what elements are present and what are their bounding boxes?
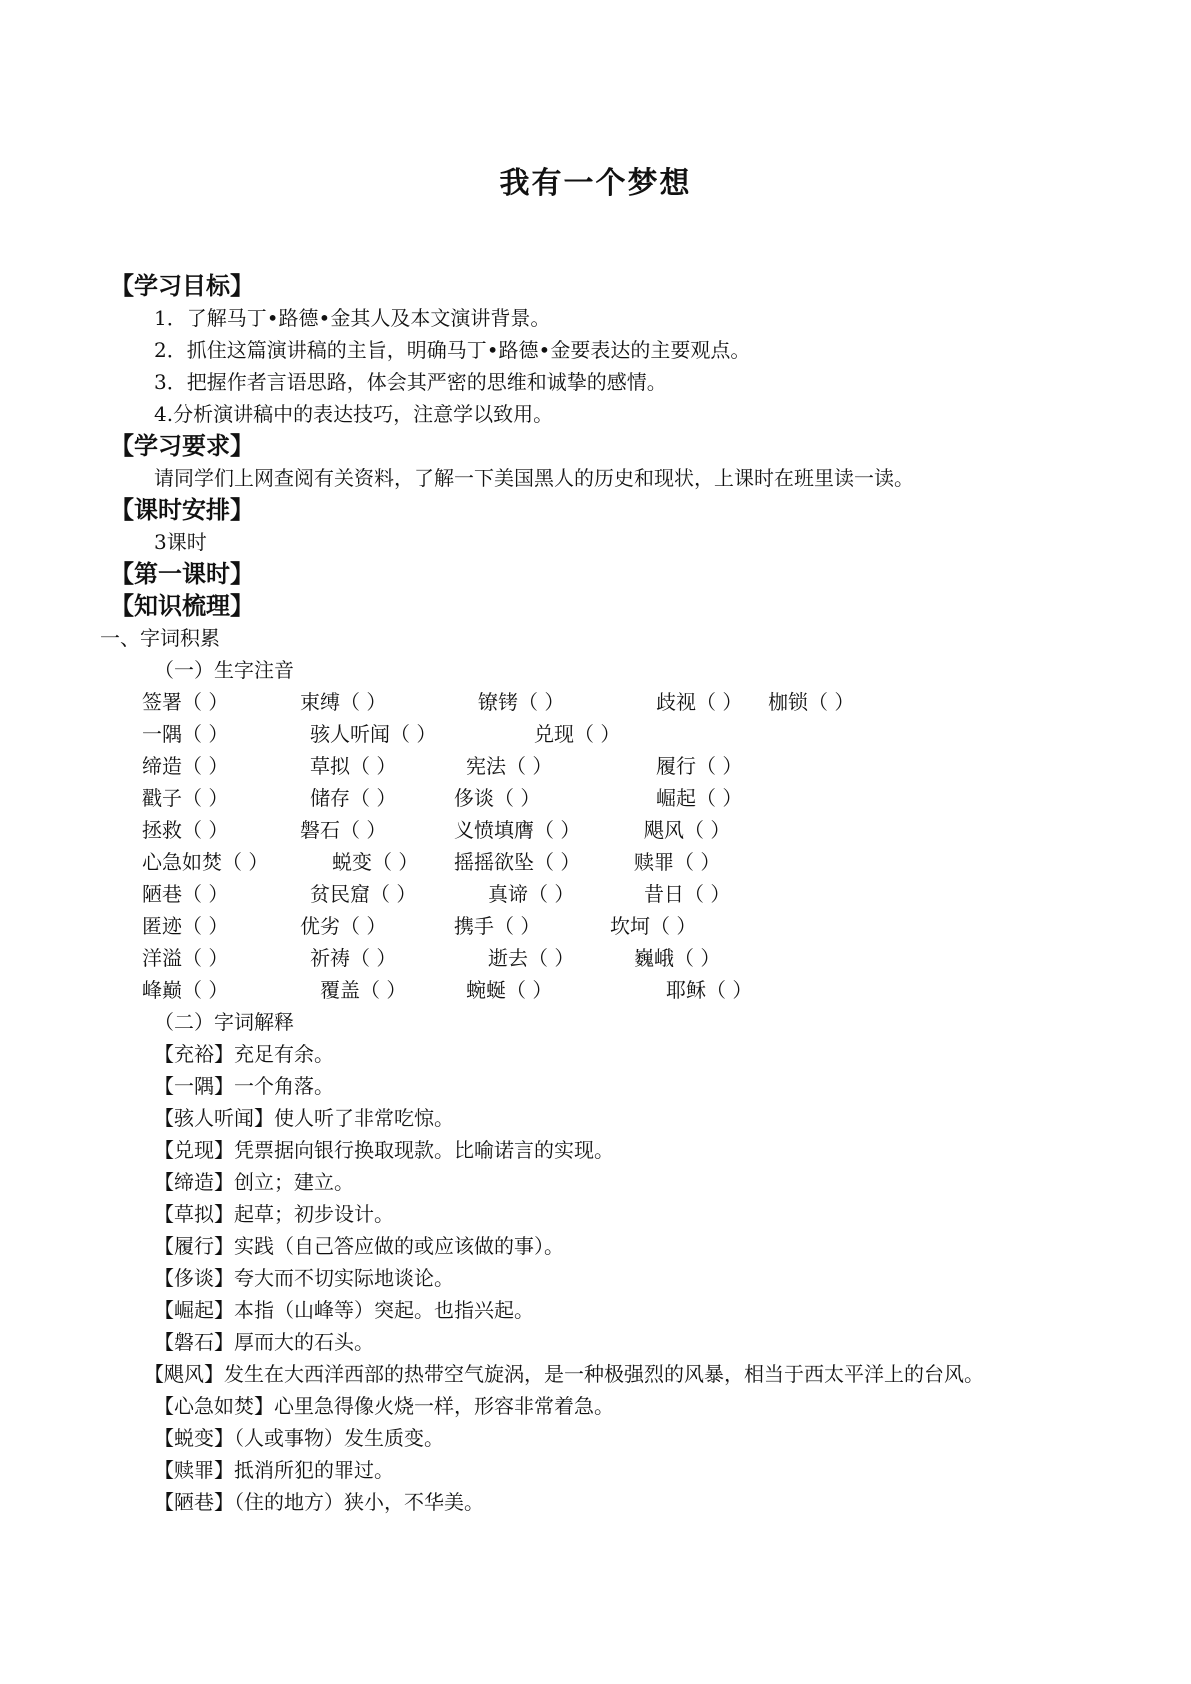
pinyin-item: 蜕变（ ） xyxy=(332,850,419,874)
pinyin-item: 兑现（ ） xyxy=(534,722,621,746)
subsection-heading-definitions: （二）字词解释 xyxy=(154,1010,294,1034)
pinyin-row xyxy=(110,942,1100,974)
pinyin-item: 履行（ ） xyxy=(656,754,743,778)
pinyin-row xyxy=(110,878,1100,910)
pinyin-item: 匿迹（ ） xyxy=(142,914,229,938)
pinyin-item: 戳子（ ） xyxy=(142,786,229,810)
section-heading-knowledge: 【知识梳理】 xyxy=(110,592,254,620)
pinyin-row xyxy=(110,718,1100,750)
goal-item: 4.分析演讲稿中的表达技巧，注意学以致用。 xyxy=(154,402,554,426)
pinyin-item: 束缚（ ） xyxy=(300,690,387,714)
definition-item: 【充裕】充足有余。 xyxy=(154,1042,334,1066)
pinyin-item: 巍峨（ ） xyxy=(634,946,721,970)
requirements-text: 请同学们上网查阅有关资料，了解一下美国黑人的历史和现状，上课时在班里读一读。 xyxy=(154,466,914,490)
goal-item: 3．把握作者言语思路，体会其严密的思维和诚挚的感情。 xyxy=(154,370,667,394)
pinyin-item: 覆盖（ ） xyxy=(320,978,407,1002)
subsection-heading-pinyin: （一）生字注音 xyxy=(154,658,294,682)
definition-item: 【履行】实践（自己答应做的或应该做的事）。 xyxy=(154,1234,564,1258)
pinyin-row xyxy=(110,782,1100,814)
pinyin-item: 义愤填膺（ ） xyxy=(454,818,581,842)
pinyin-item: 骇人听闻（ ） xyxy=(310,722,437,746)
pinyin-item: 陋巷（ ） xyxy=(142,882,229,906)
definition-item: 【骇人听闻】使人听了非常吃惊。 xyxy=(154,1106,454,1130)
definition-item: 【兑现】凭票据向银行换取现款。比喻诺言的实现。 xyxy=(154,1138,614,1162)
definition-item: 【崛起】本指（山峰等）突起。也指兴起。 xyxy=(154,1298,534,1322)
pinyin-item: 缔造（ ） xyxy=(142,754,229,778)
pinyin-item: 携手（ ） xyxy=(454,914,541,938)
pinyin-row xyxy=(110,750,1100,782)
section-heading-goals: 【学习目标】 xyxy=(110,272,254,300)
pinyin-item: 侈谈（ ） xyxy=(454,786,541,810)
schedule-text: 3课时 xyxy=(154,530,207,554)
part-heading: 一、字词积累 xyxy=(100,626,220,650)
definition-item: 【飓风】发生在大西洋西部的热带空气旋涡，是一种极强烈的风暴，相当于西太平洋上的台风。 xyxy=(144,1362,984,1386)
pinyin-row xyxy=(110,814,1100,846)
section-heading-requirements: 【学习要求】 xyxy=(110,432,254,460)
pinyin-item: 飓风（ ） xyxy=(644,818,731,842)
pinyin-row xyxy=(110,974,1100,1006)
pinyin-item: 峰巅（ ） xyxy=(142,978,229,1002)
pinyin-item: 真谛（ ） xyxy=(488,882,575,906)
pinyin-item: 拯救（ ） xyxy=(142,818,229,842)
pinyin-item: 签署（ ） xyxy=(142,690,229,714)
pinyin-item: 优劣（ ） xyxy=(300,914,387,938)
pinyin-item: 逝去（ ） xyxy=(488,946,575,970)
definition-item: 【缔造】创立；建立。 xyxy=(154,1170,354,1194)
pinyin-item: 耶稣（ ） xyxy=(666,978,753,1002)
document-body xyxy=(100,270,1100,1518)
goal-item: 2．抓住这篇演讲稿的主旨，明确马丁•路德•金要表达的主要观点。 xyxy=(154,338,751,362)
pinyin-item: 昔日（ ） xyxy=(644,882,731,906)
pinyin-item: 赎罪（ ） xyxy=(634,850,721,874)
pinyin-item: 贫民窟（ ） xyxy=(310,882,417,906)
pinyin-item: 枷锁（ ） xyxy=(768,690,855,714)
pinyin-item: 心急如焚（ ） xyxy=(142,850,269,874)
pinyin-item: 摇摇欲坠（ ） xyxy=(454,850,581,874)
pinyin-item: 蜿蜒（ ） xyxy=(466,978,553,1002)
definition-item: 【心急如焚】心里急得像火烧一样，形容非常着急。 xyxy=(154,1394,614,1418)
pinyin-row xyxy=(110,686,1100,718)
page-title: 我有一个梦想 xyxy=(499,166,692,201)
definition-item: 【赎罪】抵消所犯的罪过。 xyxy=(154,1458,394,1482)
definition-item: 【侈谈】夸大而不切实际地谈论。 xyxy=(154,1266,454,1290)
definition-item: 【一隅】一个角落。 xyxy=(154,1074,334,1098)
pinyin-item: 磐石（ ） xyxy=(300,818,387,842)
section-heading-lesson1: 【第一课时】 xyxy=(110,560,254,588)
pinyin-item: 洋溢（ ） xyxy=(142,946,229,970)
pinyin-item: 祈祷（ ） xyxy=(310,946,397,970)
definition-list xyxy=(110,1038,1100,1518)
pinyin-item: 草拟（ ） xyxy=(310,754,397,778)
definition-item: 【磐石】厚而大的石头。 xyxy=(154,1330,374,1354)
definition-item: 【蜕变】（人或事物）发生质变。 xyxy=(154,1426,444,1450)
pinyin-row xyxy=(110,910,1100,942)
pinyin-item: 一隅（ ） xyxy=(142,722,229,746)
pinyin-item: 宪法（ ） xyxy=(466,754,553,778)
goal-item: 1．了解马丁•路德•金其人及本文演讲背景。 xyxy=(154,306,551,330)
pinyin-table xyxy=(110,686,1100,1006)
pinyin-item: 镣铐（ ） xyxy=(478,690,565,714)
pinyin-row xyxy=(110,846,1100,878)
definition-item: 【草拟】起草；初步设计。 xyxy=(154,1202,394,1226)
pinyin-item: 歧视（ ） xyxy=(656,690,743,714)
section-heading-schedule: 【课时安排】 xyxy=(110,496,254,524)
pinyin-item: 储存（ ） xyxy=(310,786,397,810)
definition-item: 【陋巷】（住的地方）狭小，不华美。 xyxy=(154,1490,484,1514)
pinyin-item: 坎坷（ ） xyxy=(610,914,697,938)
pinyin-item: 崛起（ ） xyxy=(656,786,743,810)
